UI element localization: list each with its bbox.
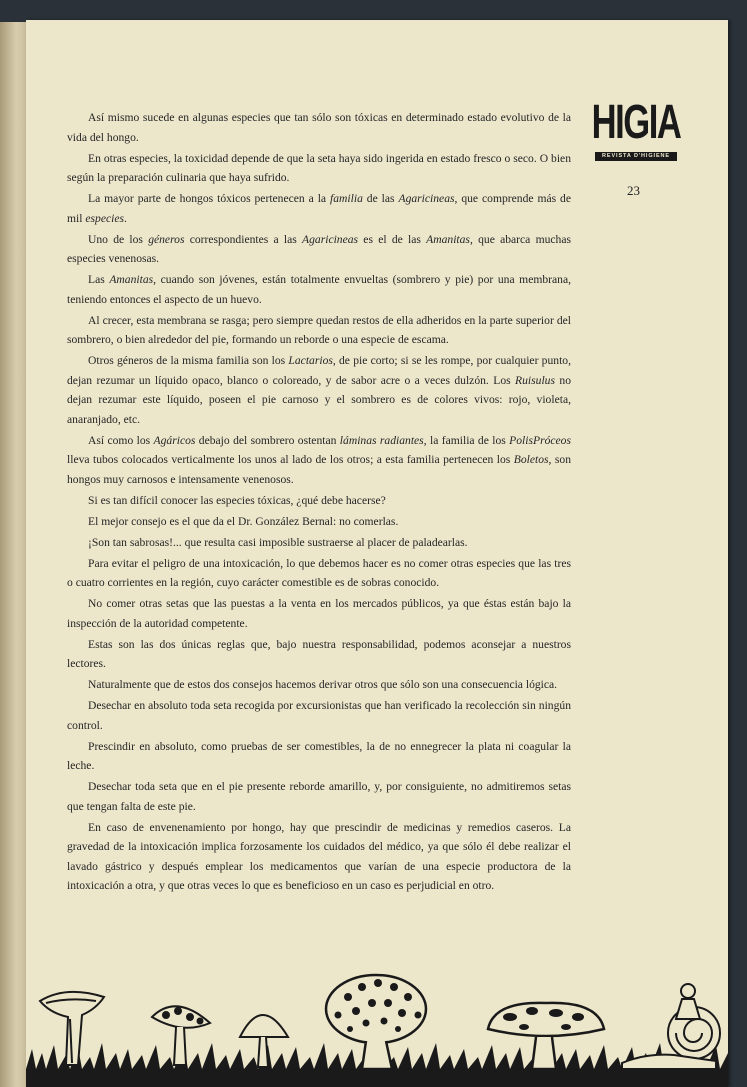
italic-term: láminas radiantes — [339, 433, 424, 447]
paragraph-text: Si es tan difícil conocer las especies tóxicas, ¿qué debe hacerse? — [88, 493, 386, 507]
article-paragraph — [67, 777, 571, 816]
italic-term: Amanitas — [109, 273, 154, 286]
article-paragraph — [67, 108, 571, 147]
paragraph-text: correspondientes a las — [184, 232, 303, 246]
funnel-mushroom-left — [40, 992, 104, 1065]
article-paragraph — [67, 491, 571, 511]
page-number: 23 — [627, 183, 640, 198]
italic-term: Agaricineas — [302, 232, 359, 246]
paragraph-text: debajo del sombrero ostentan — [195, 433, 340, 447]
large-spotted-mushroom — [326, 975, 426, 1069]
paragraph-text: , que comprende más de mil — [67, 192, 571, 225]
article-paragraph — [67, 675, 571, 695]
italic-term: Agaricineas — [398, 192, 455, 205]
paragraph-text: La mayor parte de hongos tóxicos pertenecen a la — [88, 192, 331, 205]
higia-logo — [591, 96, 681, 169]
snail-figure — [622, 984, 720, 1069]
paragraph-text: Así como los — [88, 433, 154, 447]
paragraph-text: Uno de los — [88, 232, 149, 246]
paragraph-text: Las — [88, 273, 110, 286]
paragraph-text: Estas son las dos únicas reglas que, bajo nuestra responsabilidad, podemos aconsejar a nuestros lectores. — [67, 637, 571, 670]
paragraph-text: , la familia de los — [423, 433, 510, 447]
article-paragraph — [67, 230, 571, 269]
paragraph-text: ¡Son tan sabrosas!... que resulta casi imposible sustraerse al placer de paladearlas. — [88, 535, 468, 549]
paragraph-text: de las — [362, 192, 399, 205]
paragraph-text: En otras especies, la toxicidad depende de que la seta haya sido ingerida en estado fresco o seco. O bien según la preparación culinaria que haya sufrido. — [67, 151, 571, 184]
article-body — [67, 108, 571, 897]
spotted-toadstool-small — [152, 1006, 210, 1065]
paragraph-text: Al crecer, esta membrana se rasga; pero siempre quedan restos de ella adheridos en la parte superior del sombrero, o bien alrededor del pie, formando un reborde o una especie de escama. — [67, 313, 571, 346]
paragraph-text: , son hongos muy carnosos e intensamente venenosos. — [67, 453, 571, 486]
paragraph-text: Prescindir en absoluto, como pruebas de ser comestibles, la de no ennegrecer la plata ni coagular la leche. — [67, 739, 571, 772]
paragraph-text: Para evitar el peligro de una intoxicación, lo que debemos hacer es no comer otras especies que las tres o cuatro corrientes en la región, cuyo carácter comestible es de sobras conocido. — [67, 556, 571, 589]
paragraph-text: Desechar toda seta que en el pie presente reborde amarillo, y, por consiguiente, no admitiremos setas que tengan falta de este pie. — [67, 780, 571, 813]
article-paragraph — [67, 512, 571, 532]
article-paragraph — [67, 149, 571, 188]
paragraph-text: . — [124, 211, 127, 225]
article-paragraph — [67, 635, 571, 674]
article-paragraph — [67, 431, 571, 490]
italic-term: Lactarios — [288, 354, 333, 367]
paragraph-text: lleva tubos colocados verticalmente los unos al lado de los otros; a esta familia pertenecen los — [67, 453, 514, 466]
paragraph-text: En caso de envenenamiento por hongo, hay que prescindir de medicinas y remedios caseros. La gravedad de la intoxicación implica forzosamente los cuidados del médico, ya que sólo él debe realizar el lavado gástrico y después emplear los medicamentos que varían de una especie productora de la intoxicación a otra, y que otras veces lo que es beneficioso en un caso es perjudicial en otro. — [67, 820, 571, 892]
italic-term: Agáricos — [153, 433, 196, 447]
article-paragraph — [67, 594, 571, 633]
article-paragraph — [67, 533, 571, 553]
paragraph-text: No comer otras setas que las puestas a la venta en los mercados públicos, ya que éstas están bajo la inspección de la autoridad competente. — [67, 597, 571, 630]
italic-term: especies — [85, 211, 124, 225]
paragraph-text: Así mismo sucede en algunas especies que tan sólo son tóxicas en determinado estado evolutivo de la vida del hongo. — [67, 111, 571, 144]
article-paragraph — [67, 737, 571, 776]
paragraph-text: , que abarca muchas especies venenosas. — [67, 232, 571, 265]
article-paragraph — [67, 818, 571, 896]
paragraph-text: es el de las — [358, 232, 427, 246]
paragraph-text: Desechar en absoluto toda seta recogida por excursionistas que han verificado la recolección sin ningún control. — [67, 699, 571, 732]
article-paragraph — [67, 696, 571, 735]
paragraph-text: Otros géneros de la misma familia son los — [88, 354, 289, 367]
paragraph-text: Naturalmente que de estos dos consejos hacemos derivar otros que sólo son una consecuencia lógica. — [88, 678, 558, 691]
italic-term: familia — [330, 192, 363, 205]
magazine-page — [26, 20, 728, 1087]
italic-term: PolisPróceos — [509, 433, 571, 447]
paragraph-text: El mejor consejo es el que da el Dr. González Bernal: no comerlas. — [88, 514, 399, 528]
paragraph-text: , de pie corto; si se les rompe, por cualquier punto, dejan rezumar un líquido opaco, blanco o coloreado, y de sabor acre o a veces dulzón. Los — [67, 354, 571, 387]
logo-subtitle: REVISTA D'HIGIENE — [595, 152, 677, 161]
mushroom-illustration — [26, 957, 728, 1087]
article-paragraph — [67, 270, 571, 309]
article-paragraph — [67, 311, 571, 350]
italic-term: géneros — [148, 232, 185, 246]
italic-term: Boletos — [513, 453, 549, 466]
logo-wordmark: HIGIA — [591, 96, 681, 149]
article-paragraph — [67, 554, 571, 593]
italic-term: Ruisulus — [515, 373, 555, 387]
paragraph-text: no dejan rezumar este líquido, poseen el pie carnoso y el sombrero es de colores vivos: rojo, violeta, anaranjado, etc. — [67, 373, 571, 426]
italic-term: Amanitas — [426, 232, 470, 246]
article-paragraph — [67, 351, 571, 429]
article-paragraph — [67, 189, 571, 228]
paragraph-text: , cuando son jóvenes, están totalmente envueltas (sombrero y pie) por una membrana, teniendo entonces el aspecto de un huevo. — [67, 273, 571, 306]
